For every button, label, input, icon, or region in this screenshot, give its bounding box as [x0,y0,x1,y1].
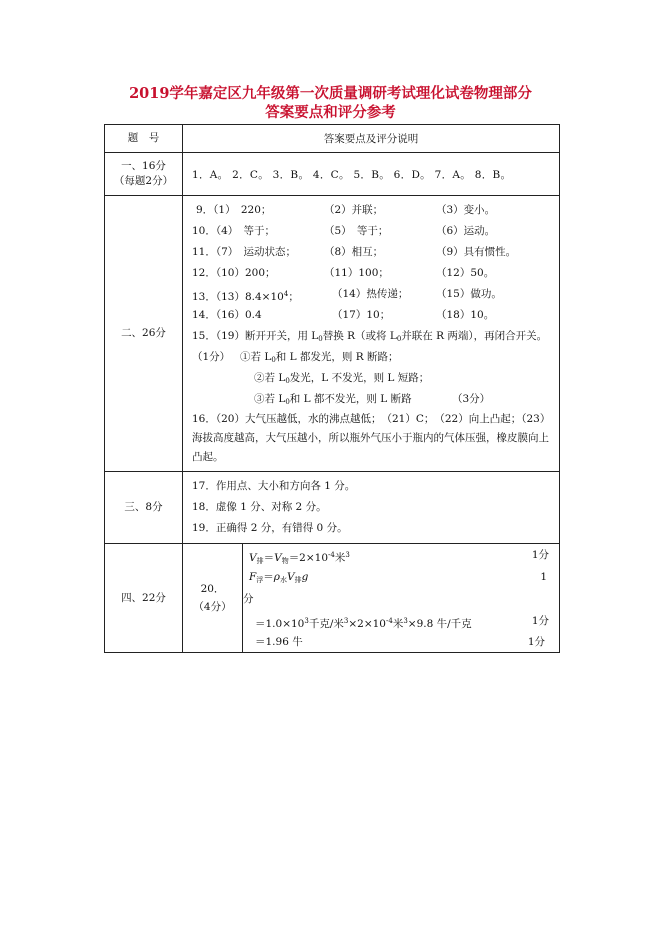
q17-line: 17．作用点、大小和方向各 1 分。 [192,480,356,492]
document-subtitle: 答案要点和评分参考 [265,104,396,121]
formula-volume: $V_排=V_物=2\times 10^{-4}$米$^3$ 1分 [249,549,549,565]
section-4-label: 四、22分 [105,544,183,653]
section-2-answers [183,196,560,472]
section-1-row [105,153,560,196]
formula-result: ＝1.96 牛 1分 [255,636,545,648]
header-question-number: 题 号 [105,125,183,153]
q9-line: 9．（1） 220； （2）并联； （3）变小。 [196,204,496,216]
section-2-row [105,196,560,472]
answer-table [104,124,560,653]
formula-buoyancy-points-wrap: 分 [243,593,254,605]
q13-line: 13．$(13)8.4\times 10^4$； （14）热传递； （15）做功。 [192,288,502,303]
header-answer-notes: 答案要点及评分说明 [183,125,560,153]
section-2-label: 二、26分 [105,196,183,472]
section-1-answers: 1．A。 2．C。 3．B。 4．C。 5．B。 6．D。 7．A。 8．B。 [183,153,560,196]
q11-line: 11．（7） 运动状态； （8）相互； （9）具有惯性。 [192,246,517,258]
section-3-answers [183,472,560,544]
table-header-row [105,125,560,153]
formula-substitution: $=1.0\times 10^3$千克/米$^3\times 2\times 10^{-4}$米$^3$×9.8 牛/千克 1分 [255,615,549,630]
q16-text: 16．（20）大气压越低，水的沸点越低； （21）C； （22）向上凸起；（23）海拔高度越高，大气压越小，所以瓶外气压小于瓶内的气体压强，橡皮膜向上凸起。 [192,413,551,463]
q15-line: 15．（19）断开开关，用 $L_0$替换 R（或将 $L_0$并联在 R 两端），再闭合开关。 [192,330,548,343]
formula-buoyancy: $F_浮=\rho_水V_排g$ 1 [249,571,547,584]
q10-line: 10．（4） 等于； （5） 等于； （6）运动。 [192,225,496,237]
q15-case-3: ③若 $L_0$和 L 都不发光，则 L 断路 （3分） [254,393,491,406]
q18-line: 18．虚像 1 分、对称 2 分。 [192,501,327,513]
q14-line: 14．（16）0.4 （17）10； （18）10。 [192,309,495,321]
q15-case-2: ②若 $L_0$发光，L 不发光，则 L 短路； [254,372,430,385]
q20-number: 20． （4分） [183,544,243,652]
q15-case-1: （1分） ①若 $L_0$和 L 都发光，则 R 断路； [192,351,399,364]
q12-line: 12．（10）200； （11）100； （12）50。 [192,267,495,279]
section-3-label: 三、8分 [105,472,183,544]
q20-table [183,544,559,652]
section-1-label: 一、16分 （每题2分） [105,153,183,196]
section-4-answers [183,544,560,653]
section-4-row [105,544,560,653]
q20-formulas [243,544,560,652]
section-3-row [105,472,560,544]
document-title: 2019学年嘉定区九年级第一次质量调研考试理化试卷物理部分 [129,85,532,102]
q19-line: 19．正确得 2 分，有错得 0 分。 [192,522,348,534]
